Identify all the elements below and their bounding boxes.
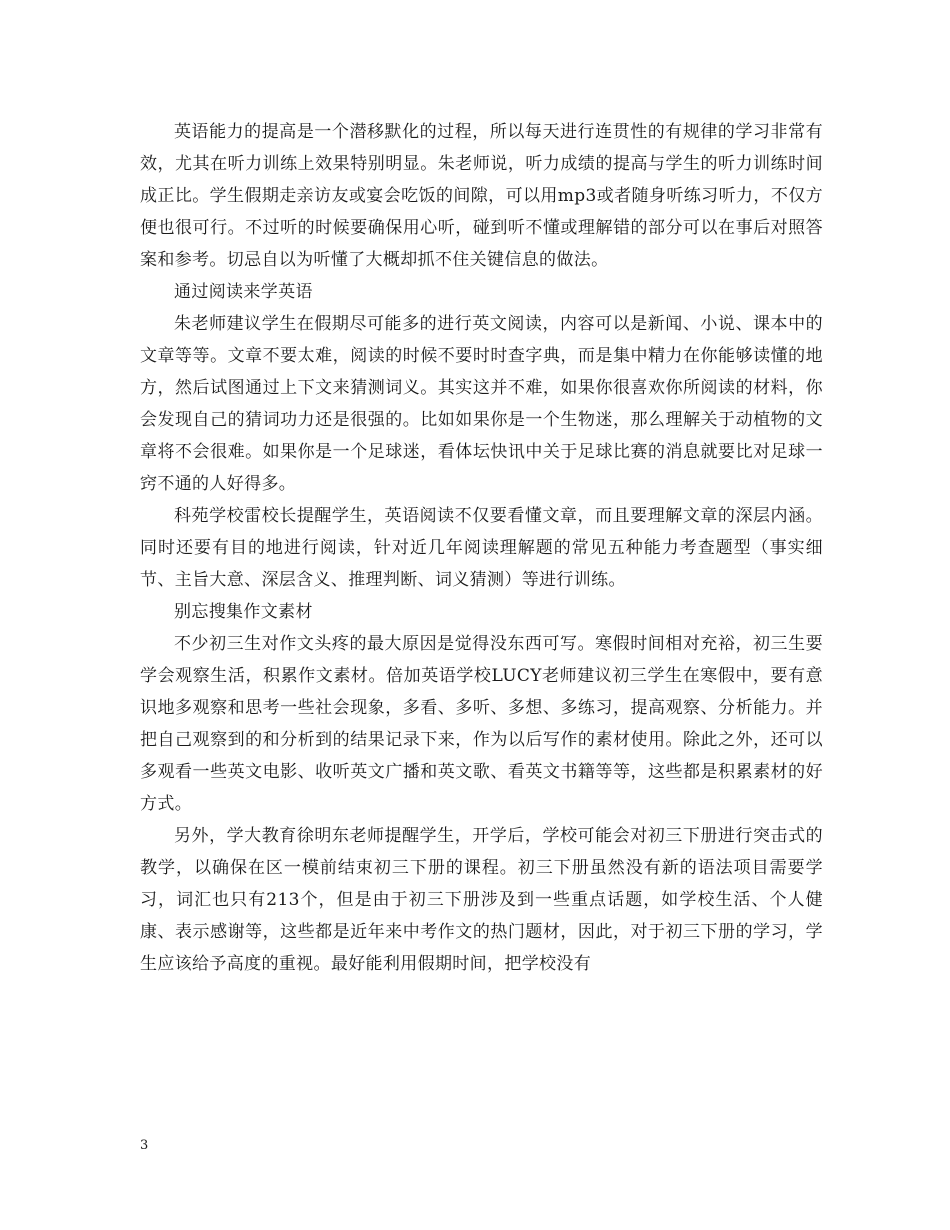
section-heading-writing: 别忘搜集作文素材 <box>174 602 313 622</box>
paragraph-textbook-study: 另外，学大教育徐明东老师提醒学生，开学后，学校可能会对初三下册进行突击式的教学，以确保在区一模前结束初三下册的课程。初三下册虽然没有新的语法项目需要学习，词汇也只有213个，但是由于初三下册涉及到一些重点话题，如学校生活、个人健康、表示感谢等，这些都是近年来中考作文的热门题材，因此，对于初三下册的学习，学生应该给予高度的重视。最好能利用假期时间，把学校没有 <box>140 826 823 974</box>
document-body <box>140 116 823 980</box>
paragraph-reading-advice: 朱老师建议学生在假期尽可能多的进行英文阅读，内容可以是新闻、小说、课本中的文章等等。文章不要太难，阅读的时候不要时时查字典，而是集中精力在你能够读懂的地方，然后试图通过上下文来猜测词义。其实这并不难，如果你很喜欢你所阅读的材料，你会发现自己的猜词功力还是很强的。比如如果你是一个生物迷，那么理解关于动植物的文章将不会很难。如果你是一个足球迷，看体坛快讯中关于足球比赛的消息就要比对足球一窍不通的人好得多。 <box>140 314 823 494</box>
paragraph-listening: 英语能力的提高是一个潜移默化的过程，所以每天进行连贯性的有规律的学习非常有效，尤其在听力训练上效果特别明显。朱老师说，听力成绩的提高与学生的听力训练时间成正比。学生假期走亲访友或宴会吃饭的间隙，可以用mp3或者随身听练习听力，不仅方便也很可行。不过听的时候要确保用心听，碰到听不懂或理解错的部分可以在事后对照答案和参考。切忌自以为听懂了大概却抓不住关键信息的做法。 <box>140 122 823 270</box>
section-heading-reading: 通过阅读来学英语 <box>174 282 313 302</box>
paragraph-writing-material: 不少初三生对作文头疼的最大原因是觉得没东西可写。寒假时间相对充裕，初三生要学会观察生活，积累作文素材。倍加英语学校LUCY老师建议初三学生在寒假中，要有意识地多观察和思考一些社会现象，多看、多听、多想、多练习，提高观察、分析能力。并把自己观察到的和分析到的结果记录下来，作为以后写作的素材使用。除此之外，还可以多观看一些英文电影、收听英文广播和英文歌、看英文书籍等等，这些都是积累素材的好方式。 <box>140 634 823 814</box>
paragraph-reading-principal: 科苑学校雷校长提醒学生，英语阅读不仅要看懂文章，而且要理解文章的深层内涵。同时还要有目的地进行阅读，针对近几年阅读理解题的常见五种能力考查题型（事实细节、主旨大意、深层含义、推理判断、词义猜测）等进行训练。 <box>140 506 823 590</box>
page-number: 3 <box>140 1138 149 1153</box>
